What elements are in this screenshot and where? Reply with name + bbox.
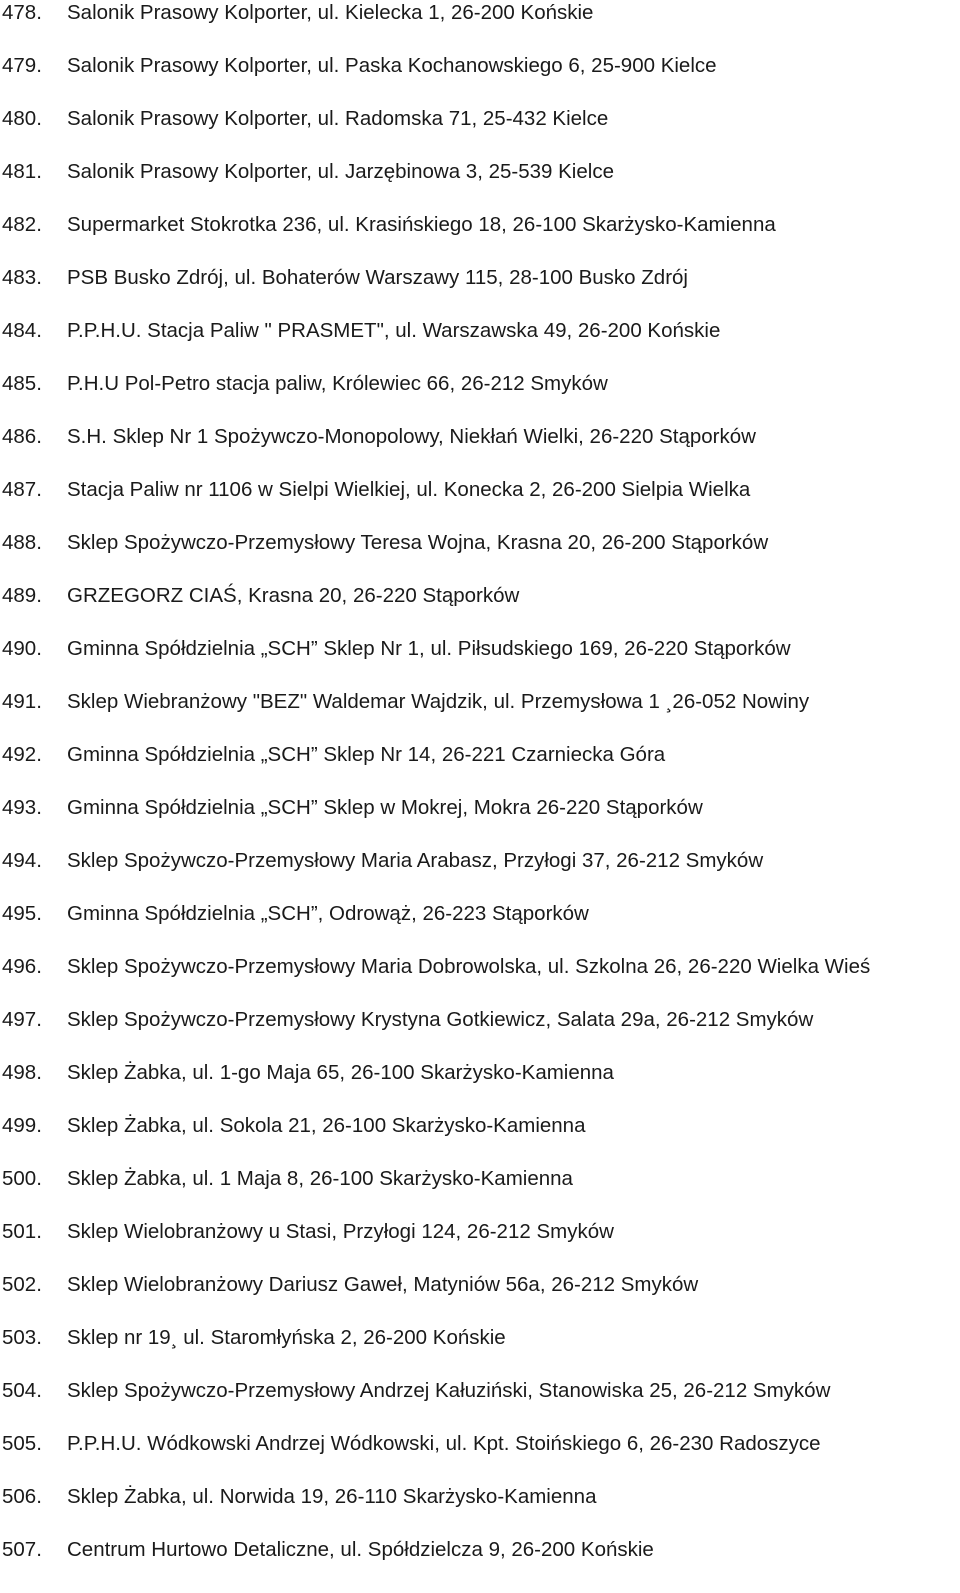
item-number: 507. [2,1537,42,1561]
item-number: 478. [2,0,42,24]
item-text: Sklep Żabka, ul. Sokola 21, 26-100 Skarżysko-Kamienna [67,1113,586,1137]
item-number: 501. [2,1219,42,1243]
item-text: Gminna Spółdzielnia „SCH” Sklep w Mokrej, Mokra 26-220 Stąporków [67,795,703,819]
item-text: Sklep Spożywczo-Przemysłowy Andrzej Kałuziński, Stanowiska 25, 26-212 Smyków [67,1378,831,1402]
item-number: 495. [2,901,42,925]
item-text: Gminna Spółdzielnia „SCH” Sklep Nr 1, ul. Piłsudskiego 169, 26-220 Stąporków [67,636,791,660]
item-text: Sklep Wielobranżowy Dariusz Gaweł, Matyniów 56a, 26-212 Smyków [67,1272,699,1296]
item-text: PSB Busko Zdrój, ul. Bohaterów Warszawy 115, 28-100 Busko Zdrój [67,265,688,289]
list-item [0,39,717,92]
list-item [0,569,519,622]
item-number: 503. [2,1325,42,1349]
item-text: Gminna Spółdzielnia „SCH” Sklep Nr 14, 26-221 Czarniecka Góra [67,742,666,766]
list-item [0,781,703,834]
list-item [0,463,750,516]
item-number: 499. [2,1113,42,1137]
list-item [0,198,776,251]
list-item [0,1311,506,1364]
list-item [0,887,589,940]
item-text: P.P.H.U. Stacja Paliw " PRASMET", ul. Warszawska 49, 26-200 Końskie [67,318,721,342]
item-text: Salonik Prasowy Kolporter, ul. Jarzębinowa 3, 25-539 Kielce [67,159,614,183]
list-item [0,834,763,887]
item-text: Sklep Żabka, ul. Norwida 19, 26-110 Skarżysko-Kamienna [67,1484,597,1508]
list-item [0,1523,654,1576]
list-item [0,0,593,39]
item-text: Sklep Spożywczo-Przemysłowy Maria Dobrowolska, ul. Szkolna 26, 26-220 Wielka Wieś [67,954,871,978]
list-item [0,1205,614,1258]
item-number: 483. [2,265,42,289]
item-text: P.P.H.U. Wódkowski Andrzej Wódkowski, ul. Kpt. Stoińskiego 6, 26-230 Radoszyce [67,1431,821,1455]
item-text: Sklep Żabka, ul. 1 Maja 8, 26-100 Skarżysko-Kamienna [67,1166,573,1190]
item-number: 490. [2,636,42,660]
list-item [0,993,813,1046]
list-item [0,1364,830,1417]
list-item [0,1470,596,1523]
item-text: Salonik Prasowy Kolporter, ul. Paska Kochanowskiego 6, 25-900 Kielce [67,53,717,77]
item-number: 488. [2,530,42,554]
item-text: Salonik Prasowy Kolporter, ul. Kielecka 1, 26-200 Końskie [67,0,594,24]
item-number: 496. [2,954,42,978]
item-text: Sklep Spożywczo-Przemysłowy Teresa Wojna, Krasna 20, 26-200 Stąporków [67,530,769,554]
item-text: Salonik Prasowy Kolporter, ul. Radomska 71, 25-432 Kielce [67,106,609,130]
list-item [0,92,608,145]
item-text: Stacja Paliw nr 1106 w Sielpi Wielkiej, ul. Konecka 2, 26-200 Sielpia Wielka [67,477,751,501]
list-item [0,410,756,463]
item-number: 491. [2,689,42,713]
item-number: 485. [2,371,42,395]
item-text: GRZEGORZ CIAŚ, Krasna 20, 26-220 Stąporków [67,583,520,607]
item-number: 500. [2,1166,42,1190]
list-item [0,251,688,304]
item-number: 494. [2,848,42,872]
list-item [0,1417,821,1470]
list-item [0,1046,614,1099]
item-text: Sklep Wiebranżowy "BEZ" Waldemar Wajdzik, ul. Przemysłowa 1 ¸26-052 Nowiny [67,689,810,713]
item-number: 482. [2,212,42,236]
list-item [0,516,768,569]
list-item [0,1152,573,1205]
item-text: Sklep Spożywczo-Przemysłowy Maria Arabasz, Przyłogi 37, 26-212 Smyków [67,848,764,872]
item-number: 484. [2,318,42,342]
item-number: 492. [2,742,42,766]
item-number: 498. [2,1060,42,1084]
list-item [0,940,870,993]
list-item [0,357,608,410]
list-item [0,675,809,728]
item-text: Supermarket Stokrotka 236, ul. Krasińskiego 18, 26-100 Skarżysko-Kamienna [67,212,776,236]
item-number: 502. [2,1272,42,1296]
item-text: Gminna Spółdzielnia „SCH”, Odrowąż, 26-223 Stąporków [67,901,589,925]
list-item [0,1099,585,1152]
item-number: 506. [2,1484,42,1508]
item-text: S.H. Sklep Nr 1 Spożywczo-Monopolowy, Niekłań Wielki, 26-220 Stąporków [67,424,756,448]
item-number: 493. [2,795,42,819]
item-number: 497. [2,1007,42,1031]
list-item [0,145,614,198]
item-text: Centrum Hurtowo Detaliczne, ul. Spółdzielcza 9, 26-200 Końskie [67,1537,654,1561]
item-number: 487. [2,477,42,501]
item-number: 480. [2,106,42,130]
list-item [0,728,665,781]
item-text: Sklep Spożywczo-Przemysłowy Krystyna Gotkiewicz, Salata 29a, 26-212 Smyków [67,1007,814,1031]
item-number: 479. [2,53,42,77]
item-text: Sklep Żabka, ul. 1-go Maja 65, 26-100 Skarżysko-Kamienna [67,1060,614,1084]
item-text: P.H.U Pol-Petro stacja paliw, Królewiec 66, 26-212 Smyków [67,371,608,395]
item-text: Sklep Wielobranżowy u Stasi, Przyłogi 124, 26-212 Smyków [67,1219,614,1243]
list-item [0,1258,698,1311]
item-number: 486. [2,424,42,448]
item-number: 504. [2,1378,42,1402]
item-number: 505. [2,1431,42,1455]
item-number: 481. [2,159,42,183]
item-number: 489. [2,583,42,607]
list-item [0,622,791,675]
item-text: Sklep nr 19¸ ul. Staromłyńska 2, 26-200 Końskie [67,1325,506,1349]
list-item [0,304,720,357]
